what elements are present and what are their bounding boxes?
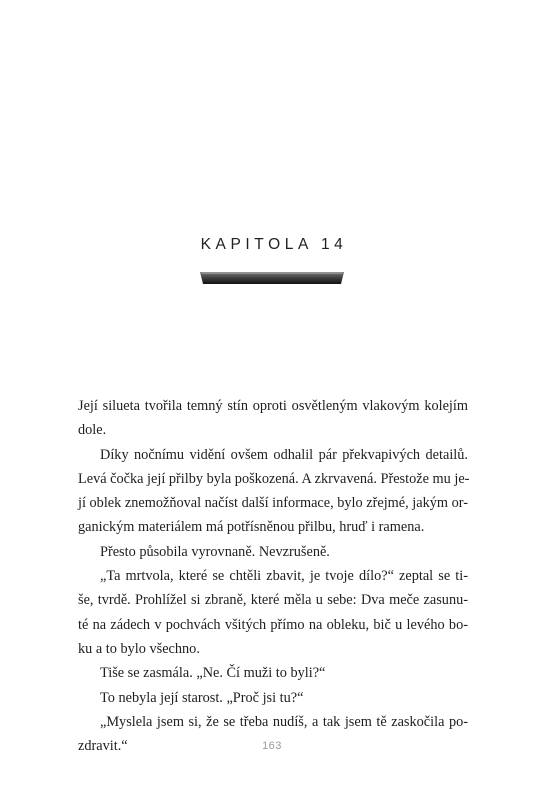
text-line: Levá čočka její přilby byla poškozená. A zkrvavená. Přestože mu je- bbox=[78, 470, 470, 487]
page-number: 163 bbox=[262, 740, 282, 752]
text-line: Přesto působila vyrovnaně. Nevzrušeně. bbox=[100, 543, 330, 560]
body-text bbox=[78, 394, 468, 758]
text-line: „Myslela jsem si, že se třeba nudíš, a tak jsem tě zaskočila po- bbox=[100, 713, 468, 730]
text-line: „Ta mrtvola, které se chtěli zbavit, je tvoje dílo?“ zeptal se ti- bbox=[100, 568, 468, 585]
text-line: Tiše se zasmála. „Ne. Čí muži to byli?“ bbox=[100, 665, 326, 682]
text-line: jí oblek znemožňoval načíst další informace, bylo zřejmé, jakým or- bbox=[78, 495, 468, 512]
text-line: té na zádech v pochvách všitých přímo na obleku, bič u levého bo- bbox=[78, 616, 468, 633]
text-line: Díky nočnímu vidění ovšem odhalil pár překvapivých detailů. bbox=[100, 446, 468, 463]
chapter-divider-rule bbox=[200, 271, 344, 285]
text-line: dole. bbox=[78, 422, 107, 439]
text-line: zdravit.“ bbox=[78, 738, 128, 755]
chapter-heading: KAPITOLA 14 bbox=[200, 236, 348, 253]
text-line: ganickým materiálem má potřísněnou přilbu, hruď i ramena. bbox=[78, 519, 425, 536]
text-line: To nebyla její starost. „Proč jsi tu?“ bbox=[100, 689, 304, 706]
text-line: ku a to bylo všechno. bbox=[78, 640, 200, 657]
text-line: Její silueta tvořila temný stín oproti osvětleným vlakovým kolejím bbox=[78, 398, 468, 414]
text-line: še, tvrdě. Prohlížel si zbraně, které měla u sebe: Dva meče zasunu- bbox=[78, 592, 468, 609]
